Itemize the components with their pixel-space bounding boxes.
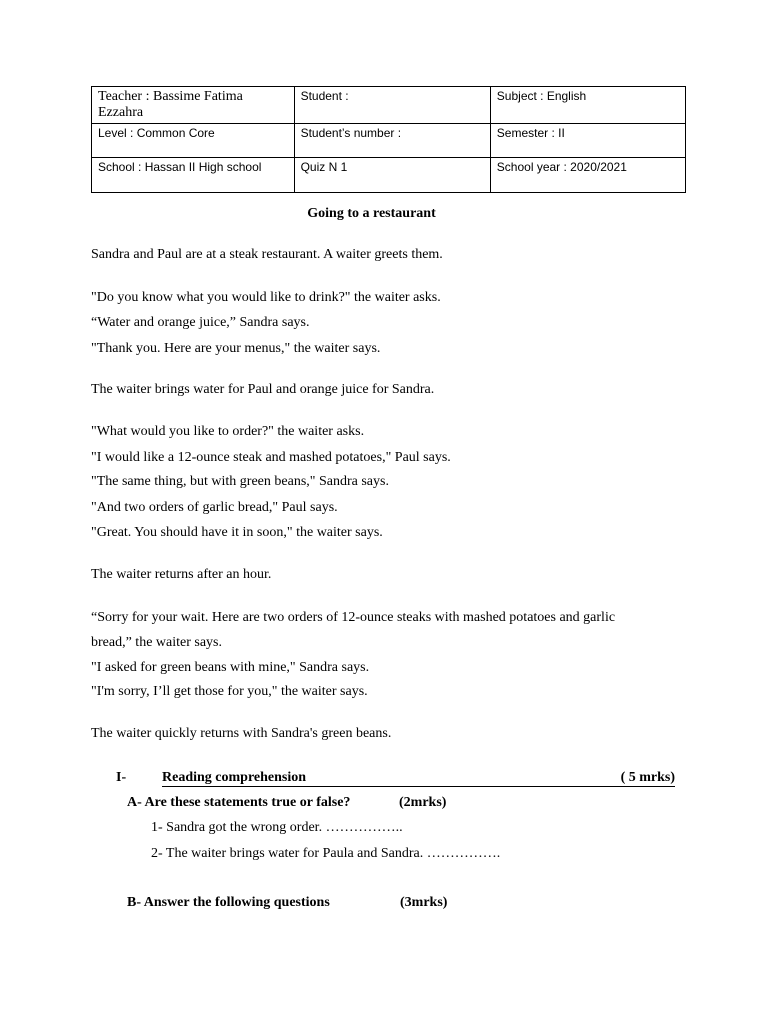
school-cell: School : Hassan II High school: [92, 158, 295, 193]
story-line: "Thank you. Here are your menus," the waiter says.: [91, 341, 381, 356]
story-line: The waiter quickly returns with Sandra's green beans.: [91, 726, 392, 741]
story-line: "The same thing, but with green beans," Sandra says.: [91, 474, 389, 489]
subject-cell: Subject : English: [490, 87, 685, 124]
story-line: "What would you like to order?" the waiter asks.: [91, 424, 365, 439]
student-cell: Student :: [294, 87, 490, 124]
part-a-label: A- Are these statements true or false?: [127, 795, 351, 810]
section-title-underline: [162, 770, 675, 787]
part-b-marks: (3mrks): [400, 895, 448, 910]
story-line: "I would like a 12-ounce steak and mashed potatoes," Paul says.: [91, 450, 451, 465]
semester-cell: Semester : II: [490, 124, 685, 158]
story-line: The waiter brings water for Paul and orange juice for Sandra.: [91, 382, 435, 397]
part-b-label: B- Answer the following questions: [127, 895, 330, 910]
section-reading-comprehension: [116, 770, 675, 788]
story-line: The waiter returns after an hour.: [91, 567, 272, 582]
story-line: "And two orders of garlic bread," Paul says.: [91, 500, 338, 515]
section-title: Reading comprehension: [162, 770, 307, 785]
story-line: “Water and orange juice,” Sandra says.: [91, 315, 310, 330]
quiz-cell: Quiz N 1: [294, 158, 490, 193]
story-line: "I'm sorry, I’ll get those for you," the waiter says.: [91, 684, 368, 699]
school-year-cell: School year : 2020/2021: [490, 158, 685, 193]
section-marks: ( 5 mrks): [620, 770, 675, 785]
question-item: 1- Sandra got the wrong order. ……………..: [151, 820, 403, 835]
story-line: "Great. You should have it in soon," the waiter says.: [91, 525, 383, 540]
level-cell: Level : Common Core: [92, 124, 295, 158]
story-line: bread,” the waiter says.: [91, 635, 222, 650]
header-table: [91, 86, 686, 193]
section-number: I-: [116, 770, 127, 785]
story-line: "I asked for green beans with mine," Sandra says.: [91, 660, 370, 675]
story-line: "Do you know what you would like to drink?" the waiter asks.: [91, 290, 441, 305]
teacher-cell: Teacher : Bassime Fatima Ezzahra: [92, 87, 295, 124]
story-line: “Sorry for your wait. Here are two orders of 12-ounce steaks with mashed potatoes and garlic: [91, 610, 616, 625]
story-line: Sandra and Paul are at a steak restaurant. A waiter greets them.: [91, 247, 443, 262]
part-b-heading: [127, 895, 448, 911]
part-a-heading: [127, 795, 447, 811]
student-number-cell: Student’s number :: [294, 124, 490, 158]
document-title: Going to a restaurant: [307, 206, 436, 221]
part-a-marks: (2mrks): [399, 795, 447, 810]
question-item: 2- The waiter brings water for Paula and Sandra. …………….: [151, 846, 501, 861]
